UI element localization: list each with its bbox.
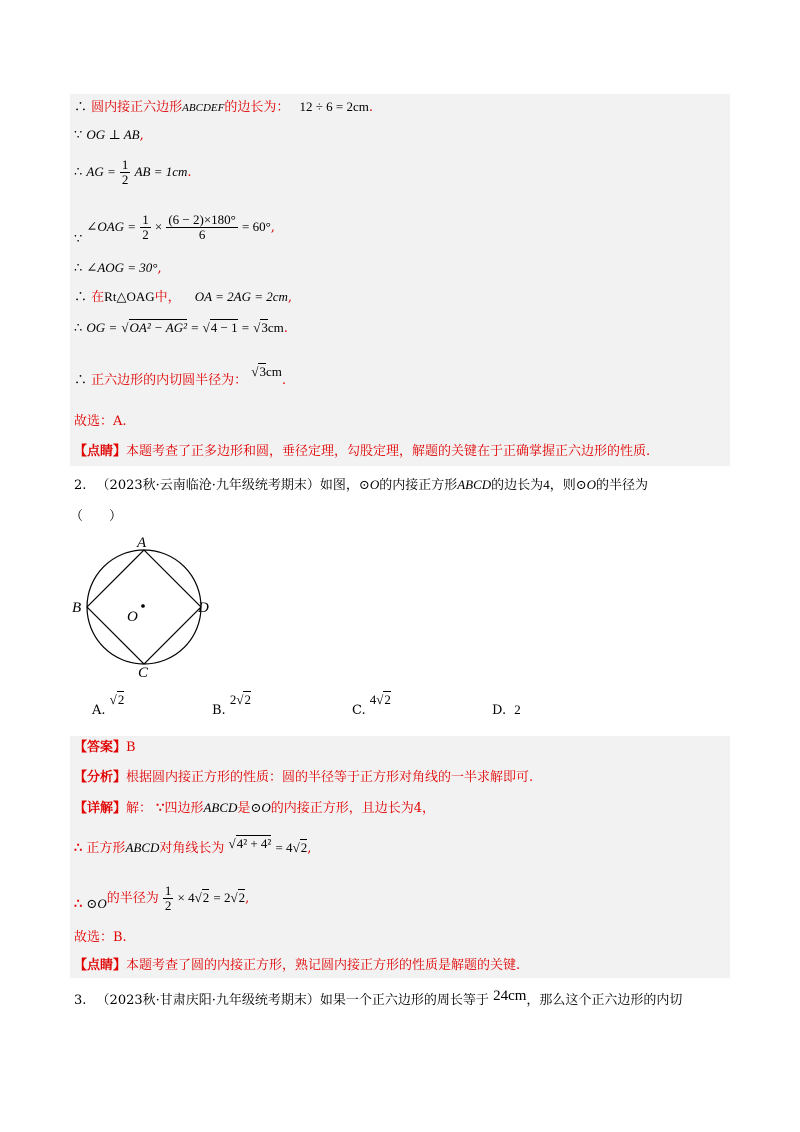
therefore-symbol: ∴ (74, 100, 88, 115)
text: 的半径为 (595, 478, 648, 493)
analysis-text: 根据圆内接正方形的性质：圆的半径等于正方形对角线的一半求解即可. (126, 770, 534, 785)
frac-num: (6 − 2)×180° (168, 212, 236, 227)
sol1-line-6: ∴ 在Rt△OAG中， OA = 2AG = 2cm, (74, 289, 293, 305)
sol2-detail (74, 798, 435, 819)
sqrt-radicand: 2 (238, 890, 246, 905)
text: 在 (91, 290, 105, 305)
sqrt-radicand: OA² − AG² (129, 320, 188, 335)
frac-den: 6 (198, 227, 206, 242)
math-expr: × 4 (177, 890, 195, 905)
option-b[interactable]: B. 2√2 (212, 692, 251, 718)
answer-text: B (126, 740, 136, 755)
text: 解： (126, 801, 153, 816)
question-number: 3. (74, 993, 87, 1008)
comment-text: 本题考查了圆的内接正方形，熟记圆内接正方形的性质是解题的关键. (126, 958, 521, 973)
text: 如图， (319, 478, 359, 493)
frac-num: 1 (142, 212, 149, 227)
math-expr: OG ⊥ AB (86, 127, 140, 142)
math-var: ABCD (203, 800, 238, 815)
therefore-symbol: ∴ (74, 373, 88, 388)
because-symbol: ∵ (156, 801, 165, 816)
option-c[interactable]: C. 4√2 (352, 692, 391, 718)
math-var: ⊙O (250, 800, 271, 815)
sqrt-radicand: 4² + 4² (236, 836, 272, 851)
math-op: × (154, 219, 163, 234)
frac-num: 1 (164, 883, 172, 898)
therefore-symbol: ∴ (74, 841, 83, 856)
solution-block-1 (70, 94, 730, 466)
sol1-line-5: ∴ ∠AOG = 30°, (74, 260, 162, 276)
unit: cm (265, 364, 282, 379)
text: 的半径为 (106, 891, 159, 906)
frac-den: 2 (142, 227, 149, 242)
math-expr: = 4 (275, 840, 293, 855)
fraction (140, 213, 151, 242)
sol2-comment (74, 956, 520, 976)
option-value: 2 (514, 702, 521, 717)
text: ，则 (549, 478, 576, 493)
math-expr: OG = (86, 320, 118, 335)
fraction (163, 884, 174, 913)
label-o: O (127, 609, 138, 625)
question-2-blank: （ ） (70, 509, 123, 524)
math-var: 4 (543, 477, 550, 492)
sol2-choice: 故选：B. (74, 930, 127, 945)
center-dot (141, 604, 145, 608)
question-number: 2. (74, 478, 87, 493)
math-expr: ∠AOG = 30° (86, 260, 158, 275)
text: 中， (154, 290, 181, 305)
option-a[interactable]: A. √2 (92, 692, 125, 718)
sol1-line-7: ∴ OG = √OA² − AG² = √4 − 1 = √3cm. (74, 320, 288, 336)
label-b: B (72, 600, 82, 616)
math-var: ABCD (125, 840, 160, 855)
comment-tag: 【点睛】 (74, 444, 127, 459)
label-a: A (137, 535, 147, 551)
option-coef: 4 (369, 692, 377, 707)
math-expr: OA = 2AG = 2cm (194, 289, 288, 304)
question-3 (74, 990, 682, 1011)
sol2-line-3: ∴ ⊙O的半径为 $\frac{1}{2}$ × 4√2 = 2√2, (74, 883, 250, 913)
sol1-comment (74, 442, 650, 462)
option-letter: C. (352, 703, 366, 718)
question-2 (74, 475, 648, 496)
sol1-choice: 故选：A. (74, 414, 127, 429)
math-expr: 12 ÷ 6 = 2cm (299, 99, 369, 114)
text: 四边形 (164, 801, 204, 816)
therefore-symbol: ∴ (74, 165, 83, 180)
unit: cm (267, 320, 284, 335)
fraction (166, 213, 238, 242)
sqrt-radicand: 2 (300, 840, 308, 855)
sol2-analysis (74, 768, 533, 788)
sol2-answer (74, 738, 136, 758)
fraction (120, 158, 131, 187)
option-letter: D. (492, 703, 507, 718)
math-var: ⊙O (86, 896, 107, 911)
option-coef: 2 (229, 692, 237, 707)
comment-text: 本题考查了正多边形和圆，垂径定理，勾股定理，解题的关键在于正确掌握正六边形的性质. (126, 444, 651, 459)
sol1-line-2: ∵ OG ⊥ AB, (74, 127, 144, 143)
label-d: D (198, 600, 209, 616)
therefore-symbol: ∴ (74, 321, 83, 336)
sqrt-radicand: 2 (202, 890, 210, 905)
math-expr: = 2 (213, 890, 231, 905)
option-value: 2 (244, 692, 251, 707)
frac-den: 2 (164, 898, 172, 913)
therefore-symbol: ∴ (74, 897, 83, 912)
text: 是 (237, 801, 251, 816)
text: 圆内接正六边形 (91, 100, 183, 115)
text: 的内接正方形 (379, 478, 458, 493)
text: 的内接正方形，且边长为4， (270, 801, 435, 816)
sol1-line-8: ∴ 正六边形的内切圆半径为： √3cm. (74, 364, 286, 388)
option-letter: A. (92, 703, 106, 718)
math-expr: ∠OAG = (86, 219, 137, 234)
math-op: = (241, 320, 250, 335)
option-d[interactable] (492, 700, 521, 721)
math-var: ⊙O (358, 477, 380, 492)
therefore-symbol: ∴ (74, 290, 88, 305)
sol2-line-2: ∴ 正方形ABCD对角线长为 √4² + 4² = 4√2, (74, 836, 312, 856)
because-symbol: ∵ (74, 128, 83, 143)
question-source: （2023秋·云南临沧·九年级统考期末） (96, 478, 320, 493)
math-expr: AB = 1cm (134, 164, 188, 179)
comment-tag: 【点睛】 (74, 958, 127, 973)
math-expr: = 60° (242, 219, 271, 234)
math-expr: Rt△OAG (104, 289, 155, 304)
sqrt-radicand: 3 (259, 364, 266, 379)
text: 对角线长为 (159, 841, 225, 856)
sol1-line-4: ∵ ∠OAG = $\frac{1}{2}$ × $\frac{(6 - 2)\times 180^\circ}{6}$ = 60°, (74, 212, 275, 247)
frac-num: 1 (121, 157, 129, 172)
text: 的边长为： (224, 100, 290, 115)
text: 如果一个正六边形的周长等于 (319, 993, 489, 1008)
text: 的边长为 (491, 478, 544, 493)
math-var: ABCDEF (182, 102, 225, 114)
analysis-tag: 【分析】 (74, 770, 127, 785)
sqrt-radicand: 3 (261, 320, 268, 335)
option-value: 2 (117, 692, 125, 707)
answer-tag: 【答案】 (74, 740, 127, 755)
text: 正六边形的内切圆半径为： (91, 373, 248, 388)
text: 正方形 (86, 841, 126, 856)
math-op: = (191, 320, 199, 335)
option-value: 2 (384, 692, 391, 707)
circle-square-figure (70, 530, 230, 680)
therefore-symbol: ∴ (74, 261, 83, 276)
sol1-line-1: ∴ 圆内接正六边形ABCDEF的边长为： 12 ÷ 6 = 2cm. (74, 99, 373, 115)
math-value: 24cm (493, 988, 527, 1004)
sol1-line-3: ∴ AG = $\frac{1}{2}$ AB = 1cm. (74, 157, 192, 187)
frac-den: 2 (121, 172, 129, 187)
question-source: （2023秋·甘肃庆阳·九年级统考期末） (96, 993, 320, 1008)
math-var: ABCD (457, 477, 492, 492)
because-symbol: ∵ (74, 232, 83, 247)
detail-tag: 【详解】 (74, 801, 127, 816)
option-letter: B. (212, 703, 226, 718)
math-var: ⊙O (575, 477, 596, 492)
text: ，那么这个正六边形的内切 (526, 993, 683, 1008)
math-expr: AG = (86, 164, 116, 179)
label-c: C (138, 665, 149, 680)
sqrt-radicand: 4 − 1 (210, 320, 238, 335)
